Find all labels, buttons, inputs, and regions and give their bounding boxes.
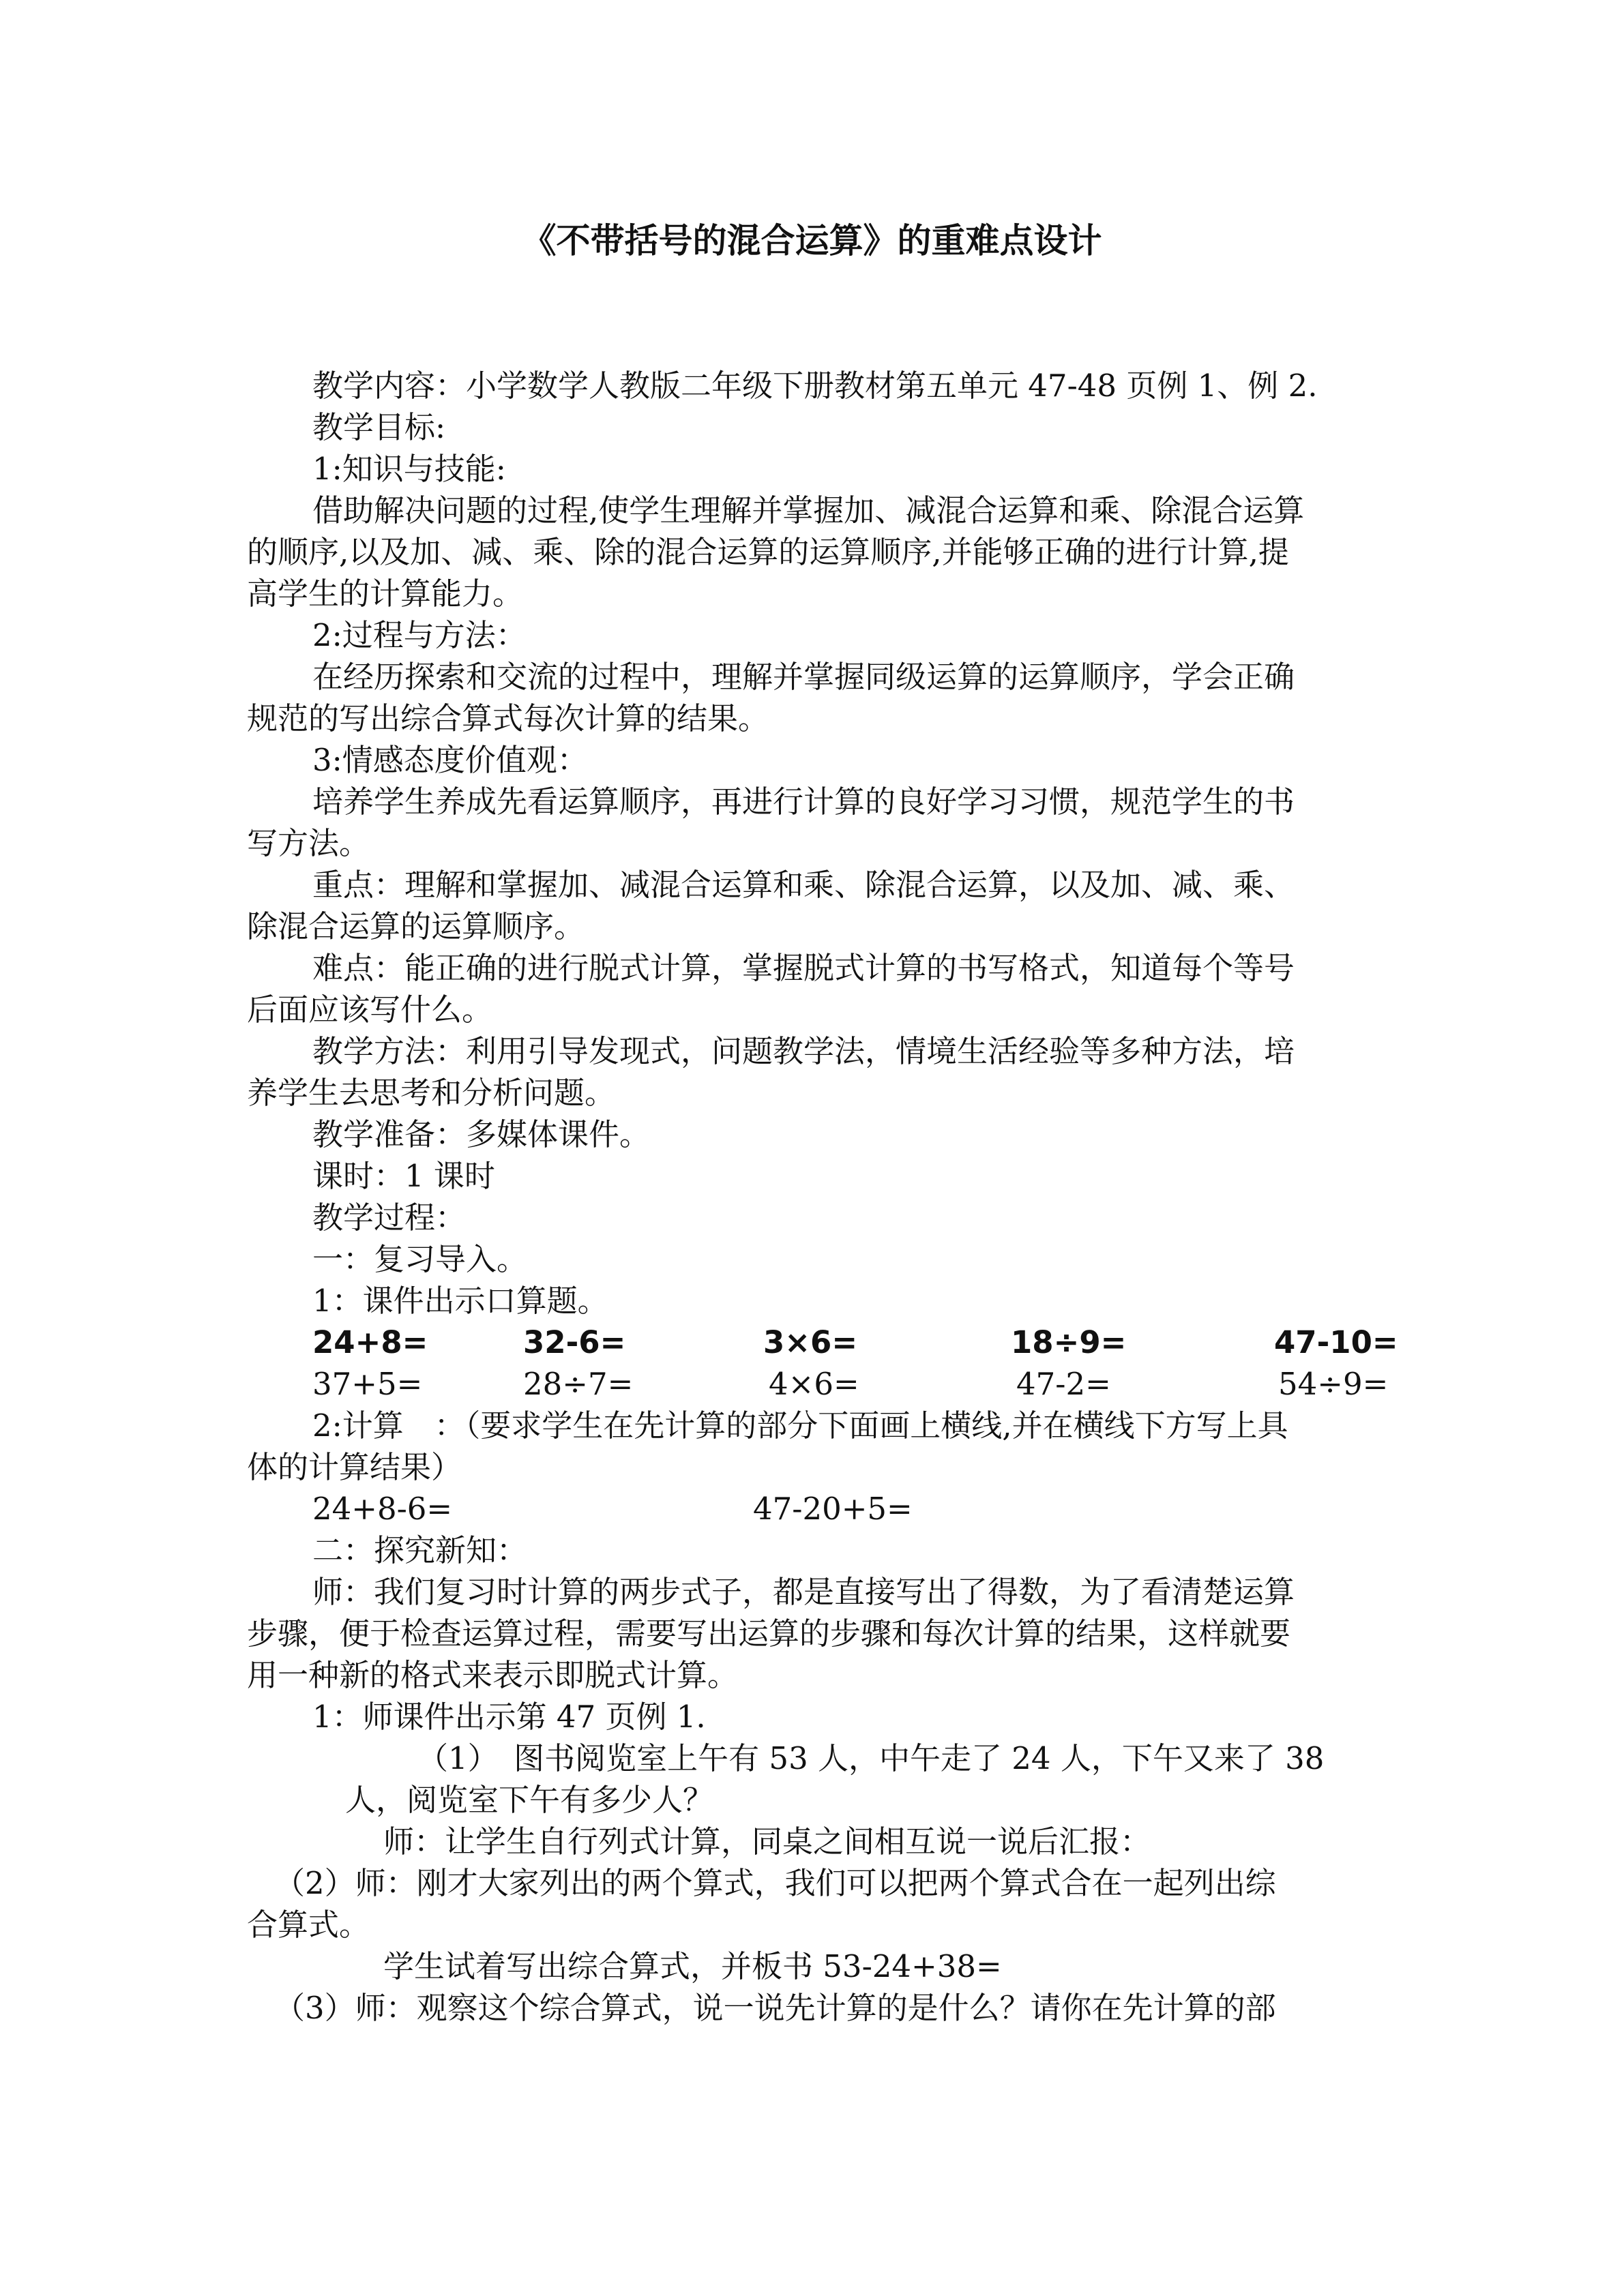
paragraph-line: 在经历探索和交流的过程中，理解并掌握同级运算的运算顺序，学会正确 [312,659,1295,695]
paragraph-line: 规范的写出综合算式每次计算的结果。 [247,700,769,736]
paragraph-line: （2）师：刚才大家列出的两个算式，我们可以把两个算式合在一起列出综 [274,1865,1276,1901]
paragraph-line: 的顺序,以及加、减、乘、除的混合运算的运算顺序,并能够正确的进行计算,提 [247,534,1289,570]
oral-calc-item: 32-6= [523,1324,626,1360]
teaching-process-heading: 教学过程： [312,1199,467,1236]
oral-calc-row-1 [247,1322,1398,1363]
paragraph-line: 写方法。 [247,825,370,861]
paragraph-line: 师：我们复习时计算的两步式子，都是直接写出了得数，为了看清楚运算 [312,1574,1295,1610]
oral-calc-item: 54÷9= [1278,1366,1389,1402]
key-points: 重点：理解和掌握加、减混合运算和乘、除混合运算，以及加、减、乘、 [312,867,1295,903]
paragraph-line: 步骤，便于检查运算过程，需要写出运算的步骤和每次计算的结果，这样就要 [247,1615,1291,1652]
teaching-goals-heading: 教学目标: [312,409,446,445]
paragraph-line: 后面应该写什么。 [247,992,493,1028]
oral-calc-item: 24+8= [312,1324,428,1360]
paragraph-line: 借助解决问题的过程,使学生理解并掌握加、减混合运算和乘、除混合运算 [312,492,1305,528]
calc-exercise-item: 24+8-6= [312,1491,453,1527]
goal-2-heading: 2:过程与方法： [312,617,527,653]
class-hours: 课时：1 课时 [312,1158,495,1194]
paragraph-line: 养学生去思考和分析问题。 [247,1075,616,1111]
document-title: 《不带括号的混合运算》的重难点设计 [522,221,1102,260]
paragraph-line: 高学生的计算能力。 [247,576,524,612]
oral-calc-item: 47-10= [1274,1324,1398,1360]
teaching-content: 教学内容：小学数学人教版二年级下册教材第五单元 47-48 页例 1、例 2. [312,368,1318,404]
paragraph-line: 除混合运算的运算顺序。 [247,908,585,944]
oral-calc-item: 4×6= [769,1366,859,1402]
teaching-method: 教学方法：利用引导发现式，问题教学法，情境生活经验等多种方法，培 [312,1033,1295,1069]
oral-calc-item: 18÷9= [1011,1324,1127,1360]
paragraph-line: （3）师：观察这个综合算式，说一说先计算的是什么？请你在先计算的部 [274,1990,1276,2026]
paragraph-line: 学生试着写出综合算式，并板书 53-24+38= [383,1948,1002,1984]
goal-3-heading: 3:情感态度价值观： [312,742,588,778]
paragraph-line: 人，阅览室下午有多少人？ [345,1782,714,1818]
document-body [247,365,1398,2029]
paragraph-line: 师：让学生自行列式计算，同桌之间相互说一说后汇报： [383,1823,1151,1860]
oral-calc-item: 47-2= [1016,1366,1111,1402]
paragraph-line: 用一种新的格式来表示即脱式计算。 [247,1657,739,1693]
paragraph-line: 培养学生养成先看运算顺序，再进行计算的良好学习习惯，规范学生的书 [312,784,1295,820]
paragraph-line: 1：课件出示口算题。 [312,1283,608,1319]
paragraph-line: 合算式。 [247,1907,370,1943]
difficult-points: 难点：能正确的进行脱式计算，掌握脱式计算的书写格式，知道每个等号 [312,950,1295,986]
paragraph-line: 2:计算 ：（要求学生在先计算的部分下面画上横线,并在横线下方写上具 [312,1407,1288,1444]
oral-calc-item: 37+5= [312,1366,423,1402]
section-2-heading: 二：探究新知： [312,1532,528,1568]
paragraph-line: 1：师课件出示第 47 页例 1. [312,1699,706,1735]
section-1-heading: 一：复习导入。 [312,1241,528,1277]
calc-exercise-row [247,1488,1379,1530]
oral-calc-row-2 [247,1363,1389,1405]
calc-exercise-item: 47-20+5= [753,1491,913,1527]
paragraph-line: （1） 图书阅览室上午有 53 人，中午走了 24 人，下午又来了 38 [417,1740,1325,1776]
oral-calc-item: 3×6= [763,1324,858,1360]
paragraph-line: 体的计算结果） [247,1449,462,1485]
oral-calc-item: 28÷7= [523,1366,634,1402]
teaching-preparation: 教学准备：多媒体课件。 [312,1116,651,1152]
goal-1-heading: 1:知识与技能: [312,451,506,487]
